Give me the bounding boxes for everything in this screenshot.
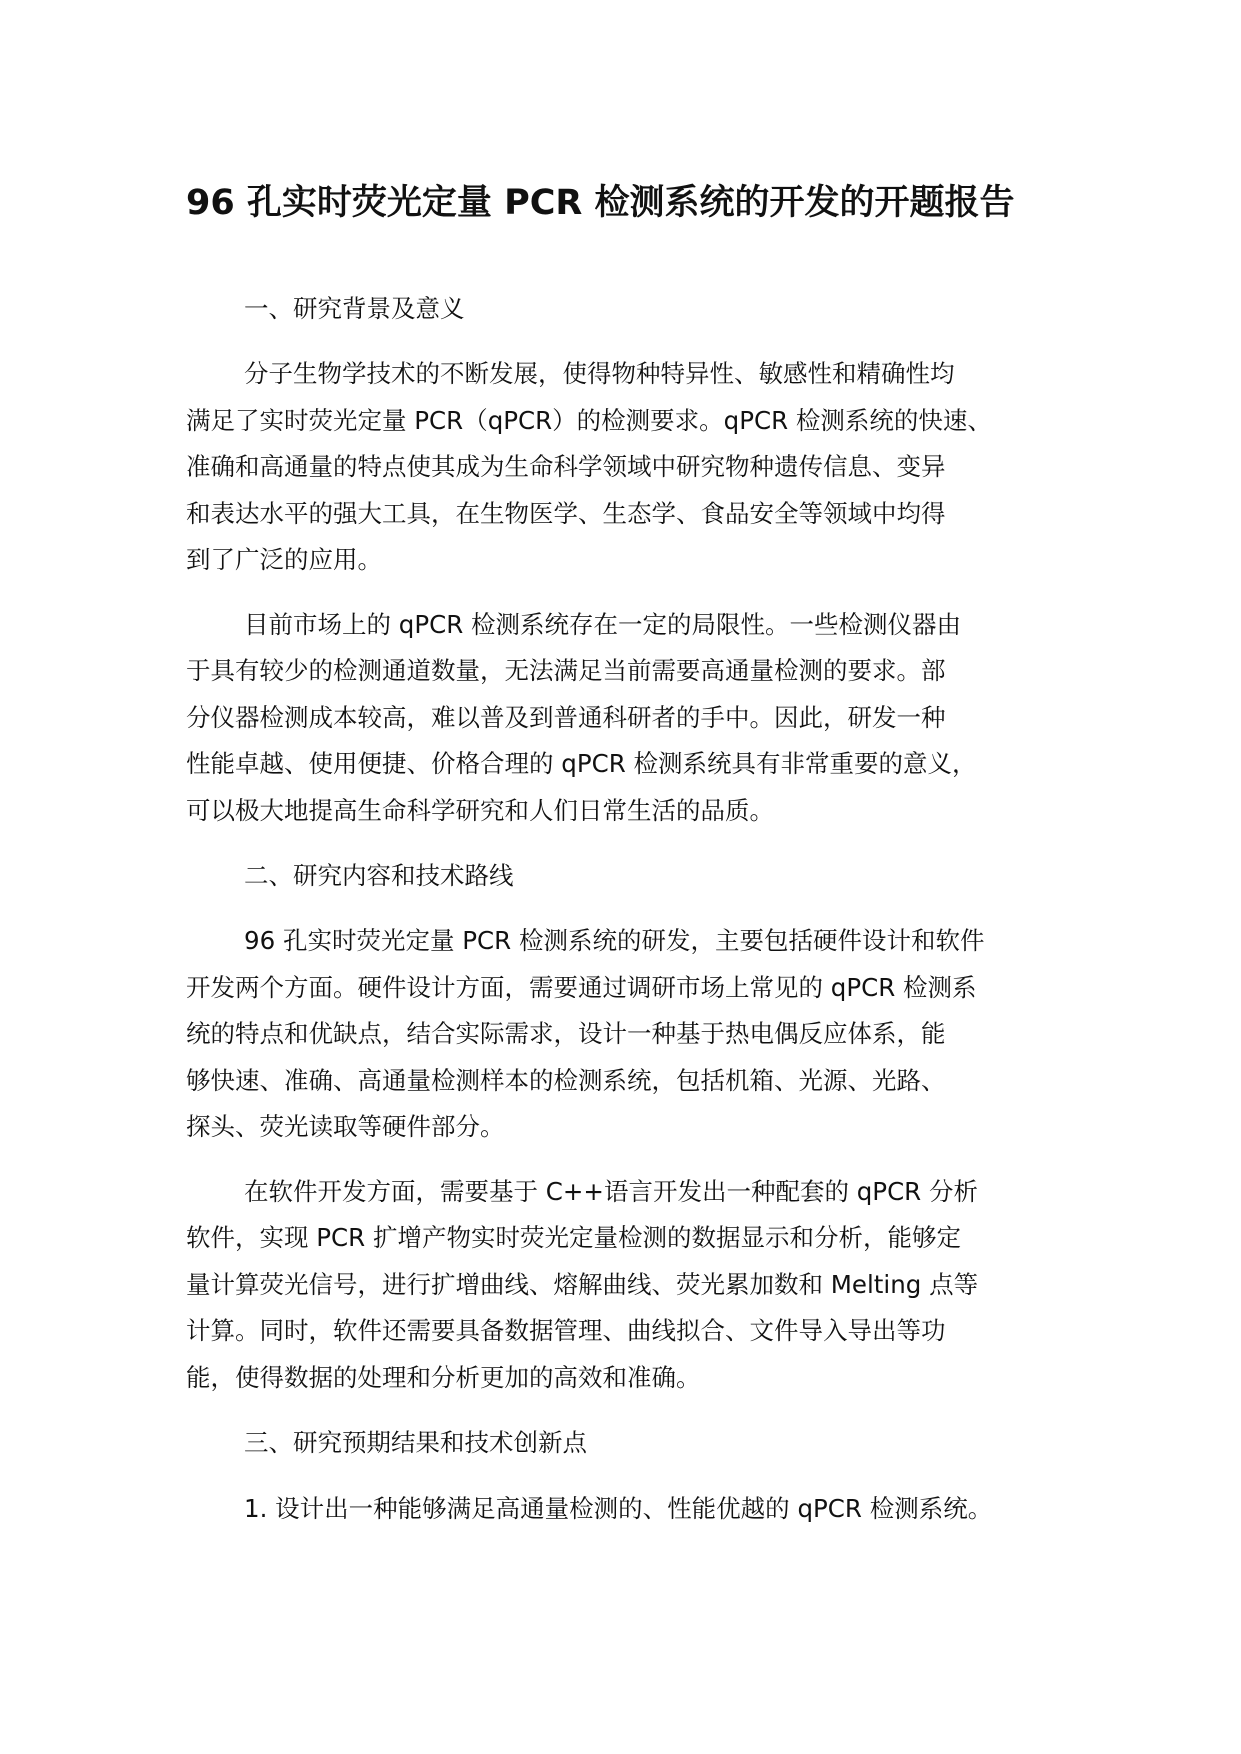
paragraph-line: 能，使得数据的处理和分析更加的高效和准确。 (186, 1362, 701, 1392)
paragraph-line: 软件，实现 PCR 扩增产物实时荧光定量检测的数据显示和分析，能够定 (186, 1223, 961, 1252)
document-body (186, 285, 1056, 1533)
paragraph-line: 探头、荧光读取等硬件部分。 (186, 1112, 505, 1141)
paragraph-line: 性能卓越、使用便捷、价格合理的 qPCR 检测系统具有非常重要的意义， (186, 749, 977, 778)
paragraph (186, 351, 1056, 584)
paragraph-line: 准确和高通量的特点使其成为生命科学领域中研究物种遗传信息、变异 (186, 452, 946, 481)
paragraph (186, 918, 1056, 1151)
paragraph-line: 到了广泛的应用。 (186, 545, 382, 574)
section-heading: 二、研究内容和技术路线 (244, 861, 514, 890)
paragraph-line: 96 孔实时荧光定量 PCR 检测系统的研发，主要包括硬件设计和软件 (244, 926, 985, 955)
paragraph (186, 602, 1056, 835)
paragraph-line: 和表达水平的强大工具，在生物医学、生态学、食品安全等领域中均得 (186, 498, 946, 528)
document-title: 96 孔实时荧光定量 PCR 检测系统的开发的开题报告 (186, 183, 1015, 223)
section-heading: 三、研究预期结果和技术创新点 (244, 1428, 587, 1457)
paragraph-line: 统的特点和优缺点，结合实际需求，设计一种基于热电偶反应体系，能 (186, 1019, 946, 1048)
paragraph-line: 可以极大地提高生命科学研究和人们日常生活的品质。 (186, 795, 774, 825)
paragraph-line: 分仪器检测成本较高，难以普及到普通科研者的手中。因此，研发一种 (186, 702, 946, 732)
paragraph-line: 量计算荧光信号，进行扩增曲线、熔解曲线、荧光累加数和 Melting 点等 (186, 1269, 979, 1299)
section-heading: 一、研究背景及意义 (244, 294, 465, 323)
paragraph (186, 1169, 1056, 1402)
paragraph-line: 在软件开发方面，需要基于 C++语言开发出一种配套的 qPCR 分析 (244, 1176, 978, 1206)
paragraph-line: 计算。同时，软件还需要具备数据管理、曲线拟合、文件导入导出等功 (186, 1316, 946, 1345)
paragraph-line: 目前市场上的 qPCR 检测系统存在一定的局限性。一些检测仪器由 (244, 609, 962, 639)
list-item: 1. 设计出一种能够满足高通量检测的、性能优越的 qPCR 检测系统。 (244, 1494, 993, 1523)
paragraph-line: 够快速、准确、高通量检测样本的检测系统，包括机箱、光源、光路、 (186, 1065, 946, 1095)
paragraph-line: 分子生物学技术的不断发展，使得物种特异性、敏感性和精确性均 (244, 359, 955, 388)
paragraph-line: 于具有较少的检测通道数量，无法满足当前需要高通量检测的要求。部 (186, 656, 946, 685)
paragraph-line: 开发两个方面。硬件设计方面，需要通过调研市场上常见的 qPCR 检测系 (186, 972, 977, 1002)
paragraph-line: 满足了实时荧光定量 PCR（qPCR）的检测要求。qPCR 检测系统的快速、 (186, 405, 992, 435)
